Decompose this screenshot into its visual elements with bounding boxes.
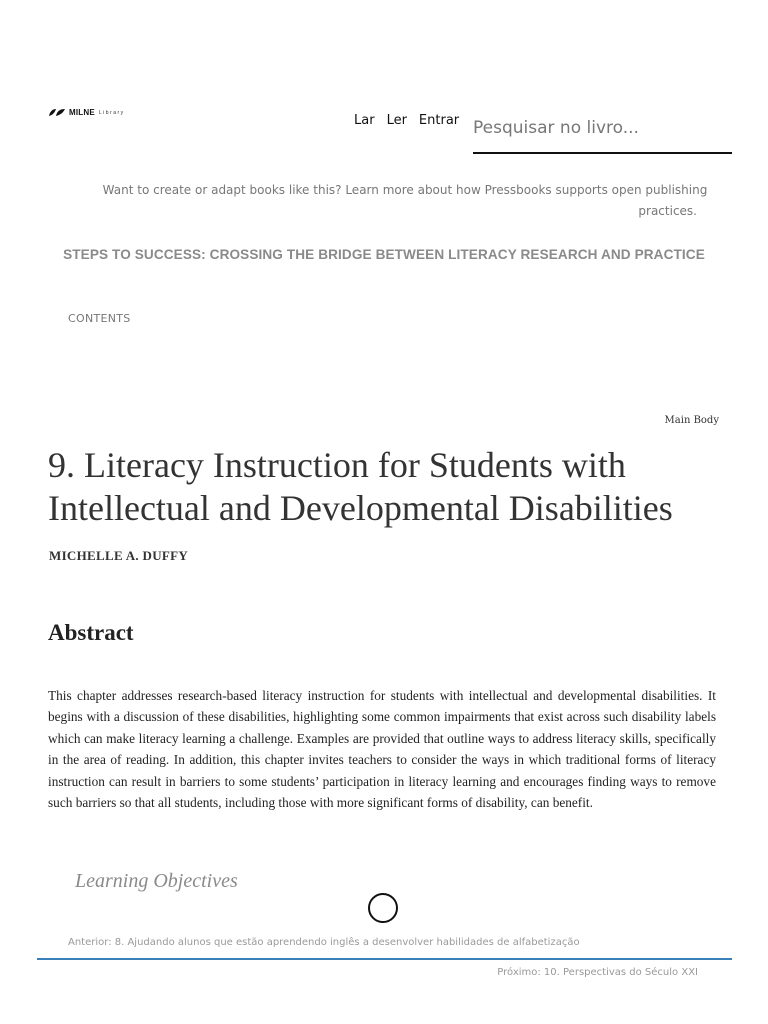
nav-home-link[interactable]: Lar: [354, 113, 375, 128]
abstract-heading: Abstract: [48, 620, 134, 645]
chapter-title: 9. Literacy Instruction for Students with Intellectual and Developmental Disabilities: [48, 445, 673, 528]
contents-toggle[interactable]: CONTENTS: [68, 312, 131, 325]
logo-text: MILNE: [69, 108, 95, 117]
chapter-author: MICHELLE A. DUFFY: [49, 548, 189, 563]
abstract-body: This chapter addresses research-based literacy instruction for students with intellectual and developmental disabilities. It begins with a discussion of these disabilities, highlighting some common impairments that exist across such disability labels which can make literacy learning a challenge. Examples are provided that outline ways to address literacy skills, specifically in the area of reading. In addition, this chapter invites teachers to consider the ways in which traditional forms of literacy instruction can result in barriers to some students’ participation in literacy learning and encourages finding ways to remove such barriers so that all students, including those with more significant forms of disability, can benefit.: [48, 688, 716, 811]
promo-line-2: practices.: [638, 204, 697, 218]
nav-signin-link[interactable]: Entrar: [418, 113, 460, 128]
back-to-top-button[interactable]: [368, 893, 398, 923]
pressbooks-promo[interactable]: [100, 180, 710, 222]
next-chapter-link[interactable]: Próximo: 10. Perspectivas do Século XXI: [497, 967, 698, 978]
search-input[interactable]: [473, 104, 732, 154]
book-title[interactable]: STEPS TO SUCCESS: CROSSING THE BRIDGE BETWEEN LITERACY RESEARCH AND PRACTICE: [63, 247, 705, 262]
footer-divider: [37, 958, 732, 960]
learning-objectives-heading: Learning Objectives: [75, 870, 238, 892]
leaf-logo-icon: [48, 108, 66, 117]
top-nav: [354, 113, 459, 128]
part-label: Main Body: [664, 415, 719, 426]
milne-library-logo[interactable]: [48, 108, 125, 117]
promo-line-1: Want to create or adapt books like this? Learn more about how Pressbooks supports open publishing: [102, 183, 708, 197]
previous-chapter-link[interactable]: Anterior: 8. Ajudando alunos que estão aprendendo inglês a desenvolver habilidades de alfabetização: [68, 937, 580, 948]
nav-read-link[interactable]: Ler: [386, 113, 407, 128]
logo-subtext: Library: [98, 109, 125, 116]
